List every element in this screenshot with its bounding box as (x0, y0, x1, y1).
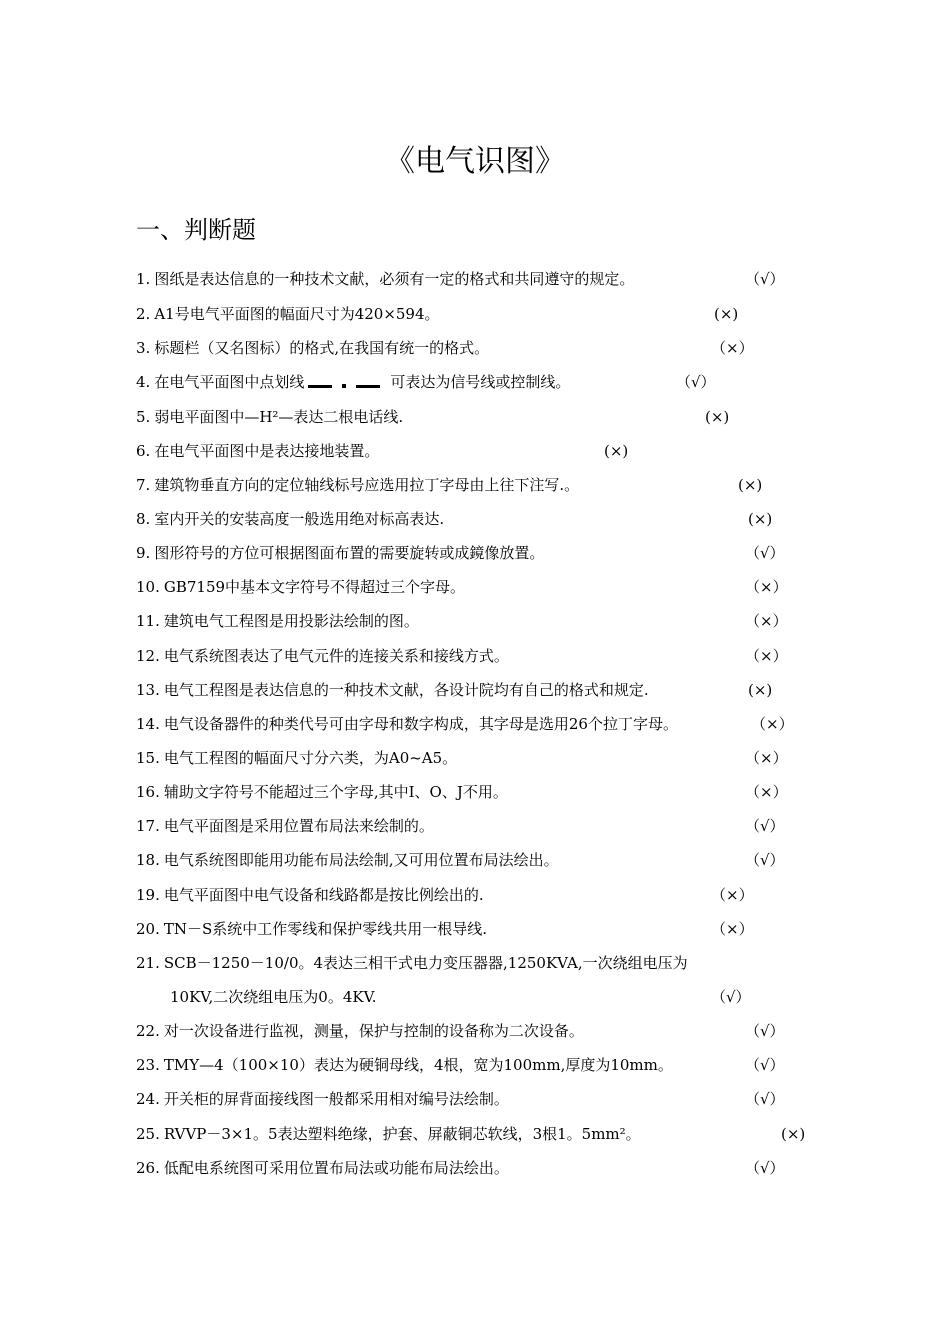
question-text: 图纸是表达信息的一种技术文献，必须有一定的格式和共同遵守的规定。 (154, 270, 635, 288)
question-answer: (×) (714, 305, 739, 323)
question-answer: （√） (711, 988, 751, 1006)
question-answer: （×） (745, 578, 788, 596)
question-number: 5. (136, 408, 151, 426)
question-number: 1. (136, 270, 151, 288)
question-number: 4. (136, 373, 151, 391)
question-number: 14. (136, 715, 160, 733)
question-text-before: 在电气平面图中点划线 (154, 373, 305, 391)
question-answer: (×) (738, 476, 763, 494)
question-answer: （×） (745, 612, 788, 630)
question-item (136, 506, 444, 532)
question-answer: （√） (745, 1090, 785, 1108)
question-answer: (×) (705, 408, 730, 426)
question-text: 电气工程图的幅面尺寸分六类，为A0~A5。 (163, 749, 458, 767)
question-text: 弱电平面图中—H²—表达二根电话线. (154, 408, 404, 426)
question-number: 23. (136, 1056, 160, 1074)
question-number: 25. (136, 1125, 160, 1143)
question-item (136, 574, 465, 600)
question-answer: （√） (745, 817, 785, 835)
question-number: 6. (136, 442, 151, 460)
question-text: 建筑物垂直方向的定位轴线标号应选用拉丁字母由上往下注写.。 (154, 476, 580, 494)
question-text: GB7159中基本文字符号不得超过三个字母。 (163, 578, 466, 596)
question-item (136, 1086, 509, 1112)
question-number: 15. (136, 749, 160, 767)
question-number: 20. (136, 920, 160, 938)
question-item (136, 779, 508, 805)
question-answer: （√） (745, 270, 785, 288)
question-text: RVVP－3×1。5表达塑料绝缘，护套、屏蔽铜芯软线，3根1。5mm²。 (163, 1125, 641, 1143)
question-number: 17. (136, 817, 160, 835)
question-text: 电气系统图即能用功能布局法绘制,又可用位置布局法绘出。 (163, 851, 559, 869)
question-item (136, 438, 379, 464)
question-text: 电气平面图是采用位置布局法来绘制的。 (163, 817, 434, 835)
question-item (136, 847, 559, 873)
question-number: 19. (136, 886, 160, 904)
question-item (136, 745, 457, 771)
question-continuation: 10KV,二次绕组电压为0。4KV. (170, 988, 377, 1006)
question-number: 22. (136, 1022, 160, 1040)
question-text: A1号电气平面图的幅面尺寸为420×594。 (154, 305, 440, 323)
question-text: 对一次设备进行监视，测量，保护与控制的设备称为二次设备。 (163, 1022, 584, 1040)
question-text: 电气系统图表达了电气元件的连接关系和接线方式。 (163, 647, 509, 665)
question-number: 2. (136, 305, 151, 323)
question-text: TMY—4（100×10）表达为硬铜母线，4根，宽为100mm,厚度为10mm。 (163, 1056, 673, 1074)
question-number: 26. (136, 1159, 160, 1177)
question-answer: （×） (711, 339, 754, 357)
question-answer: （×） (711, 886, 754, 904)
question-text: 室内开关的安装高度一般选用绝对标高表达. (154, 510, 445, 528)
question-number: 7. (136, 476, 151, 494)
question-item (136, 1121, 641, 1147)
question-answer: (×) (748, 681, 773, 699)
question-answer: （×） (745, 647, 788, 665)
question-number: 12. (136, 647, 160, 665)
question-item (136, 950, 688, 976)
question-number: 10. (136, 578, 160, 596)
question-item (136, 404, 403, 430)
question-text: TN－S系统中工作零线和保护零线共用一根导线. (163, 920, 488, 938)
question-answer: （√） (745, 544, 785, 562)
question-text: SCB－1250－10/0。4表达三相干式电力变压器器,1250KVA,一次绕组电压为 (163, 954, 688, 972)
question-item (136, 369, 570, 395)
question-answer: （×） (745, 749, 788, 767)
question-item (136, 266, 634, 292)
question-answer: (×) (781, 1125, 806, 1143)
question-number: 11. (136, 612, 160, 630)
question-text: 辅助文字符号不能超过三个字母,其中I、O、J不用。 (163, 783, 508, 801)
question-text: 建筑电气工程图是用投影法绘制的图。 (163, 612, 419, 630)
question-item (136, 916, 487, 942)
question-text: 低配电系统图可采用位置布局法或功能布局法绘出。 (163, 1159, 509, 1177)
question-number: 8. (136, 510, 151, 528)
question-item (136, 301, 440, 327)
question-item (136, 608, 419, 634)
question-text: 标题栏（又名图标）的格式,在我国有统一的格式。 (154, 339, 490, 357)
question-number: 18. (136, 851, 160, 869)
question-text: 图形符号的方位可根据图面布置的需要旋转或成鏡像放置。 (154, 544, 545, 562)
question-number: 21. (136, 954, 160, 972)
question-text-after: 可表达为信号线或控制线。 (390, 373, 571, 391)
dash-dot-line-symbol (306, 376, 388, 390)
question-item (136, 677, 649, 703)
question-item (136, 335, 489, 361)
question-text: 电气平面图中电气设备和线路都是按比例绘出的. (163, 886, 484, 904)
question-item (136, 1018, 584, 1044)
question-item (136, 1052, 673, 1078)
question-text: 电气设备器件的种类代号可由字母和数字构成，其字母是选用26个拉丁字母。 (163, 715, 678, 733)
question-number: 3. (136, 339, 151, 357)
question-item (136, 813, 434, 839)
question-answer: （×） (745, 783, 788, 801)
section-heading: 一、判断题 (136, 216, 256, 244)
question-item (136, 643, 509, 669)
question-item (136, 711, 678, 737)
question-answer: (×) (748, 510, 773, 528)
question-answer: (×) (604, 442, 629, 460)
question-text: 电气工程图是表达信息的一种技术文献，各设计院均有自己的格式和规定. (163, 681, 649, 699)
question-text: 在电气平面图中是表达接地装置。 (154, 442, 380, 460)
question-answer: （√） (745, 1056, 785, 1074)
question-answer: （√） (745, 1159, 785, 1177)
question-item (136, 472, 579, 498)
question-answer: （√） (676, 373, 716, 391)
question-answer: （×） (711, 920, 754, 938)
question-answer: （×） (751, 715, 794, 733)
question-item (136, 1155, 509, 1181)
document-title: 《电气识图》 (385, 144, 565, 179)
question-text: 开关柜的屏背面接线图一般都采用相对编号法绘制。 (163, 1090, 509, 1108)
question-answer: （√） (745, 851, 785, 869)
question-answer: （√） (745, 1022, 785, 1040)
question-number: 9. (136, 544, 151, 562)
question-number: 24. (136, 1090, 160, 1108)
question-item (136, 882, 484, 908)
question-item (136, 540, 544, 566)
question-number: 13. (136, 681, 160, 699)
question-number: 16. (136, 783, 160, 801)
